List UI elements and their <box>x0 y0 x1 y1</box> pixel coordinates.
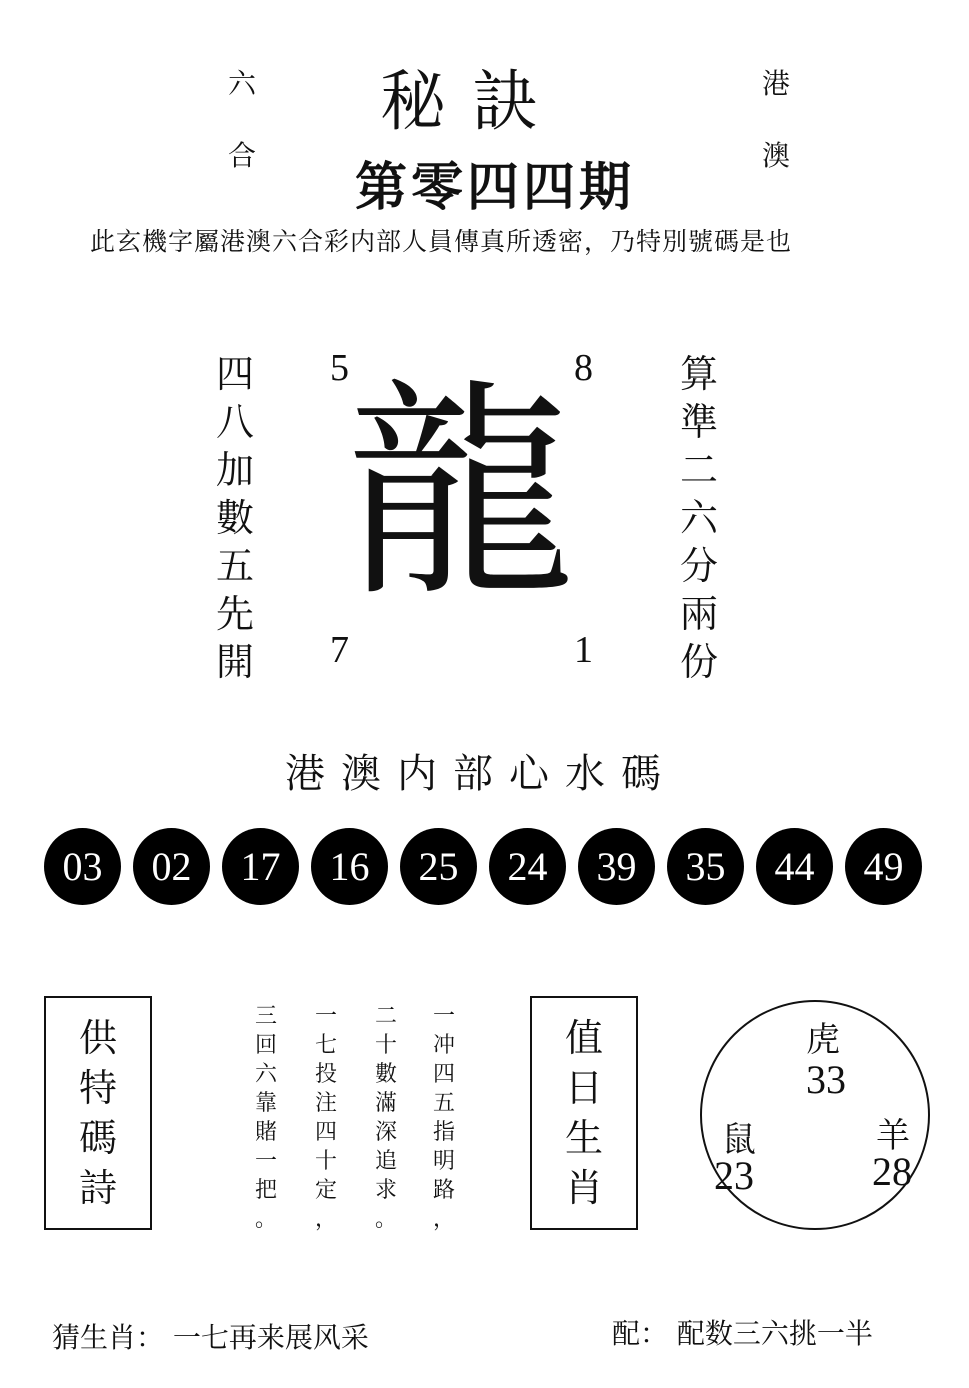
left-char: 開 <box>215 640 254 684</box>
poem-char: 一 <box>432 1004 455 1029</box>
number-ball: 24 <box>489 828 566 905</box>
poem-char: 把 <box>254 1178 277 1203</box>
poem-char: 二 <box>374 1004 397 1029</box>
left-char: 先 <box>215 592 254 636</box>
number-ball: 35 <box>667 828 744 905</box>
poem-char: 。 <box>374 1207 397 1232</box>
zodiac-right-number: 28 <box>872 1149 912 1194</box>
box-char: 生 <box>564 1116 603 1160</box>
number-balls <box>44 828 922 905</box>
poem-char: 十 <box>314 1149 337 1174</box>
page-title: 秘訣 <box>380 63 564 140</box>
box-char: 肖 <box>564 1166 603 1210</box>
zodiac-top-animal: 虎 <box>806 1020 840 1060</box>
poem-char: ， <box>432 1207 455 1232</box>
corner-char-left-bottom: 合 <box>228 139 257 172</box>
box-char: 碼 <box>78 1116 117 1160</box>
poem-char: 指 <box>432 1120 455 1145</box>
zodiac-top-number: 33 <box>806 1057 846 1102</box>
poem-char: 六 <box>254 1062 277 1087</box>
poem-char: 注 <box>314 1091 337 1116</box>
left-vertical-text <box>214 350 256 686</box>
corner-char-right-top: 港 <box>762 67 791 100</box>
poem-label-box <box>44 996 152 1230</box>
number-ball: 03 <box>44 828 121 905</box>
guess-zodiac-text: 猜生肖： 一七再来展风采 <box>52 1321 369 1354</box>
corner-char-left-top: 六 <box>228 67 257 100</box>
left-char: 加 <box>215 448 254 492</box>
poem-char: 一 <box>314 1004 337 1029</box>
left-char: 數 <box>215 496 254 540</box>
right-char: 兩 <box>679 592 718 636</box>
poem-char: 四 <box>314 1120 337 1145</box>
number-ball: 49 <box>845 828 922 905</box>
issue-number: 第零四四期 <box>355 157 636 218</box>
number-ball: 39 <box>578 828 655 905</box>
left-char: 五 <box>215 544 254 588</box>
right-char: 算 <box>679 352 718 396</box>
zodiac-left-number: 23 <box>714 1153 754 1198</box>
number-bottom-right: 1 <box>574 629 593 671</box>
poem-char: 冲 <box>432 1033 455 1058</box>
corner-char-right-bottom: 澳 <box>762 139 791 172</box>
poem-column-4 <box>252 1002 280 1234</box>
right-char: 六 <box>679 496 718 540</box>
poem-char: 滿 <box>374 1091 397 1116</box>
zodiac-left-animal: 鼠 <box>722 1120 756 1160</box>
poem-column-1 <box>430 1002 458 1234</box>
poem-char: 回 <box>254 1033 277 1058</box>
right-char: 份 <box>679 640 718 684</box>
subtitle-text: 此玄機字屬港澳六合彩内部人員傳真所透密，乃特別號碼是也 <box>90 227 793 256</box>
poem-char: 七 <box>314 1033 337 1058</box>
section-heading: 港澳内部心水碼 <box>285 751 677 797</box>
poem-column-2 <box>372 1002 400 1234</box>
poem-column-3 <box>312 1002 340 1234</box>
number-ball: 25 <box>400 828 477 905</box>
poem-char: 追 <box>374 1149 397 1174</box>
poem-char: 定 <box>314 1178 337 1203</box>
poem-char: 投 <box>314 1062 337 1087</box>
poem-char: 賭 <box>254 1120 277 1145</box>
poem-char: 靠 <box>254 1091 277 1116</box>
zodiac-right-animal: 羊 <box>876 1116 910 1156</box>
right-char: 二 <box>679 448 718 492</box>
box-char: 特 <box>78 1066 117 1110</box>
poem-char: ， <box>314 1207 337 1232</box>
daily-zodiac-box <box>530 996 638 1230</box>
poem-char: 深 <box>374 1120 397 1145</box>
number-ball: 02 <box>133 828 210 905</box>
right-vertical-text <box>678 350 720 686</box>
box-char: 詩 <box>78 1166 117 1210</box>
box-char: 值 <box>564 1016 603 1060</box>
poem-char: 十 <box>374 1033 397 1058</box>
box-char: 日 <box>564 1066 603 1110</box>
box-char: 供 <box>78 1016 117 1060</box>
number-top-left: 5 <box>330 347 349 389</box>
poem-char: 五 <box>432 1091 455 1116</box>
poem-char: 明 <box>432 1149 455 1174</box>
poem-char: 數 <box>374 1062 397 1087</box>
poem-char: 求 <box>374 1178 397 1203</box>
left-char: 四 <box>215 352 254 396</box>
poem-char: 三 <box>254 1004 277 1029</box>
pairing-text: 配： 配数三六挑一半 <box>612 1317 873 1350</box>
poem-char: 一 <box>254 1149 277 1174</box>
right-char: 分 <box>679 544 718 588</box>
number-top-right: 8 <box>574 347 593 389</box>
number-ball: 44 <box>756 828 833 905</box>
number-ball: 17 <box>222 828 299 905</box>
right-char: 準 <box>679 400 718 444</box>
poem-char: 路 <box>432 1178 455 1203</box>
poem-char: 。 <box>254 1207 277 1232</box>
main-character: 龍 <box>345 361 576 628</box>
number-bottom-left: 7 <box>330 629 349 671</box>
number-ball: 16 <box>311 828 388 905</box>
left-char: 八 <box>215 400 254 444</box>
poem-char: 四 <box>432 1062 455 1087</box>
